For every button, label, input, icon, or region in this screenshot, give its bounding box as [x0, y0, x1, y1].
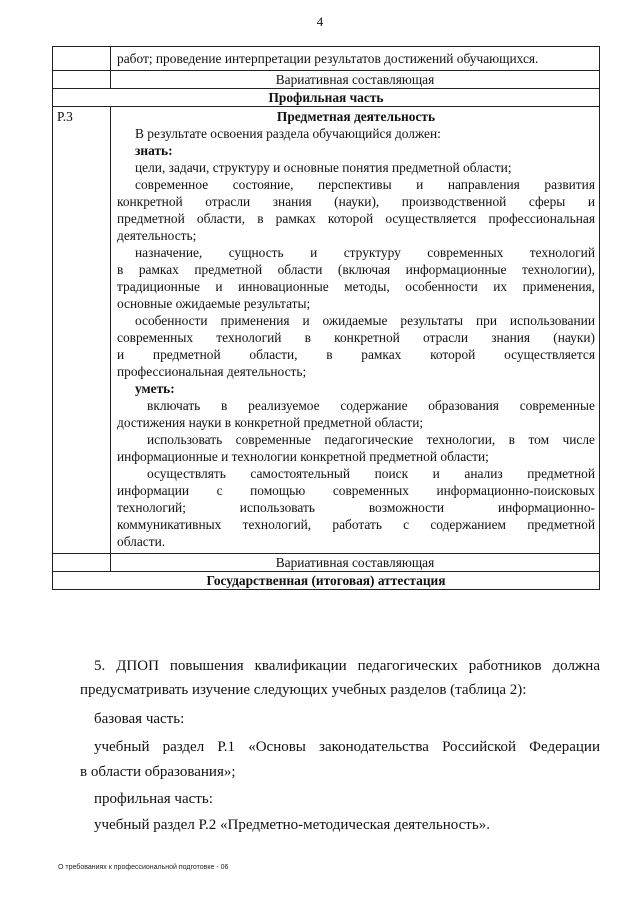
- section-title: Предметная деятельность: [276, 109, 436, 124]
- section-line: включать в реализуемое содержание образования современные: [147, 398, 595, 413]
- variative-component-cell: [111, 554, 600, 572]
- section-line: конкретной отрасли знания (науки), производственной сферы и: [117, 194, 595, 209]
- base-part-label: [94, 708, 614, 730]
- base-part-text: базовая часть:: [94, 711, 185, 727]
- section-line: информационные и технологии конкретной предметной области;: [117, 449, 489, 464]
- know-heading: знать:: [135, 143, 173, 158]
- section-line: особенности применения и ожидаемые результаты при использовании: [135, 313, 595, 328]
- code-cell-empty: [53, 47, 111, 71]
- section-line: коммуникативных технологий, работать с содержанием предметной: [117, 517, 595, 532]
- section-line: и предметной области, в рамках которой осуществляется: [117, 347, 595, 362]
- section-line: современное состояние, перспективы и направления развития: [135, 177, 595, 192]
- requirements-table: [52, 46, 600, 590]
- variative-component-label: Вариативная составляющая: [275, 72, 435, 87]
- section-line: предметной области, в рамках которой осуществляется профессиональная: [117, 211, 595, 226]
- section-line: назначение, сущность и структуру современных технологий: [135, 245, 595, 260]
- profile-part-label: Профильная часть: [268, 90, 384, 105]
- section-r2-text: учебный раздел Р.2 «Предметно-методическая деятельность».: [94, 817, 490, 833]
- section-line: в рамках предметной области (включая информационные технологии),: [117, 262, 595, 277]
- section-r1: [80, 736, 600, 758]
- table-row: [53, 554, 600, 572]
- paragraph-5-cont: [80, 679, 600, 701]
- table-row: [53, 572, 600, 590]
- text-cell: [111, 47, 600, 71]
- table-row: [53, 71, 600, 89]
- paragraph-line: предусматривать изучение следующих учебных разделов (таблица 2):: [80, 682, 527, 698]
- section-line: использовать современные педагогические технологии, в том числе: [147, 432, 595, 447]
- profile-part-label: [94, 788, 614, 810]
- table-row: [53, 107, 600, 554]
- profile-part-header: [53, 89, 600, 107]
- page-number: 4: [316, 14, 324, 29]
- code-cell-empty: [53, 554, 111, 572]
- section-line: традиционные и инновационные методы, особенности их применения,: [117, 279, 595, 294]
- paragraph-line: 5. ДПОП повышения квалификации педагогических работников должна: [94, 658, 600, 674]
- section-content-cell: [111, 107, 600, 554]
- state-attestation-header: [53, 572, 600, 590]
- section-line: технологий; использовать возможности информационно-: [117, 500, 595, 515]
- section-line: цели, задачи, структуру и основные понятия предметной области;: [135, 160, 512, 175]
- page-footer: О требованиях к профессиональной подготовке - 06: [58, 864, 229, 871]
- section-code-cell: [53, 107, 111, 554]
- section-line: деятельность;: [117, 228, 197, 243]
- skills-heading: уметь:: [135, 381, 175, 396]
- row-text: работ; проведение интерпретации результатов достижений обучающихся.: [117, 51, 539, 66]
- section-r1-cont: [80, 761, 600, 783]
- paragraph-line: учебный раздел Р.1 «Основы законодательства Российской Федерации: [94, 739, 600, 755]
- section-line: профессиональная деятельность;: [117, 364, 307, 379]
- section-line: основные ожидаемые результаты;: [117, 296, 311, 311]
- code-cell-empty: [53, 71, 111, 89]
- section-line: осуществлять самостоятельный поиск и анализ предметной: [147, 466, 595, 481]
- paragraph-line: в области образования»;: [80, 764, 236, 780]
- section-line: В результате освоения раздела обучающийся должен:: [135, 126, 441, 141]
- state-attestation-label: Государственная (итоговая) аттестация: [206, 573, 446, 588]
- section-line: современных технологий в конкретной отрасли знания (науки): [117, 330, 595, 345]
- section-code: Р.3: [57, 109, 73, 124]
- section-line: информации с помощью современных информационно-поисковых: [117, 483, 595, 498]
- table-row: [53, 89, 600, 107]
- section-line: области.: [117, 534, 166, 549]
- table-row: [53, 47, 600, 71]
- section-line: достижения науки в конкретной предметной области;: [117, 415, 424, 430]
- variative-component-cell: [111, 71, 600, 89]
- profile-part-text: профильная часть:: [94, 791, 213, 807]
- section-r2: [94, 814, 614, 836]
- paragraph-5: [80, 655, 600, 677]
- variative-component-label: Вариативная составляющая: [275, 555, 435, 570]
